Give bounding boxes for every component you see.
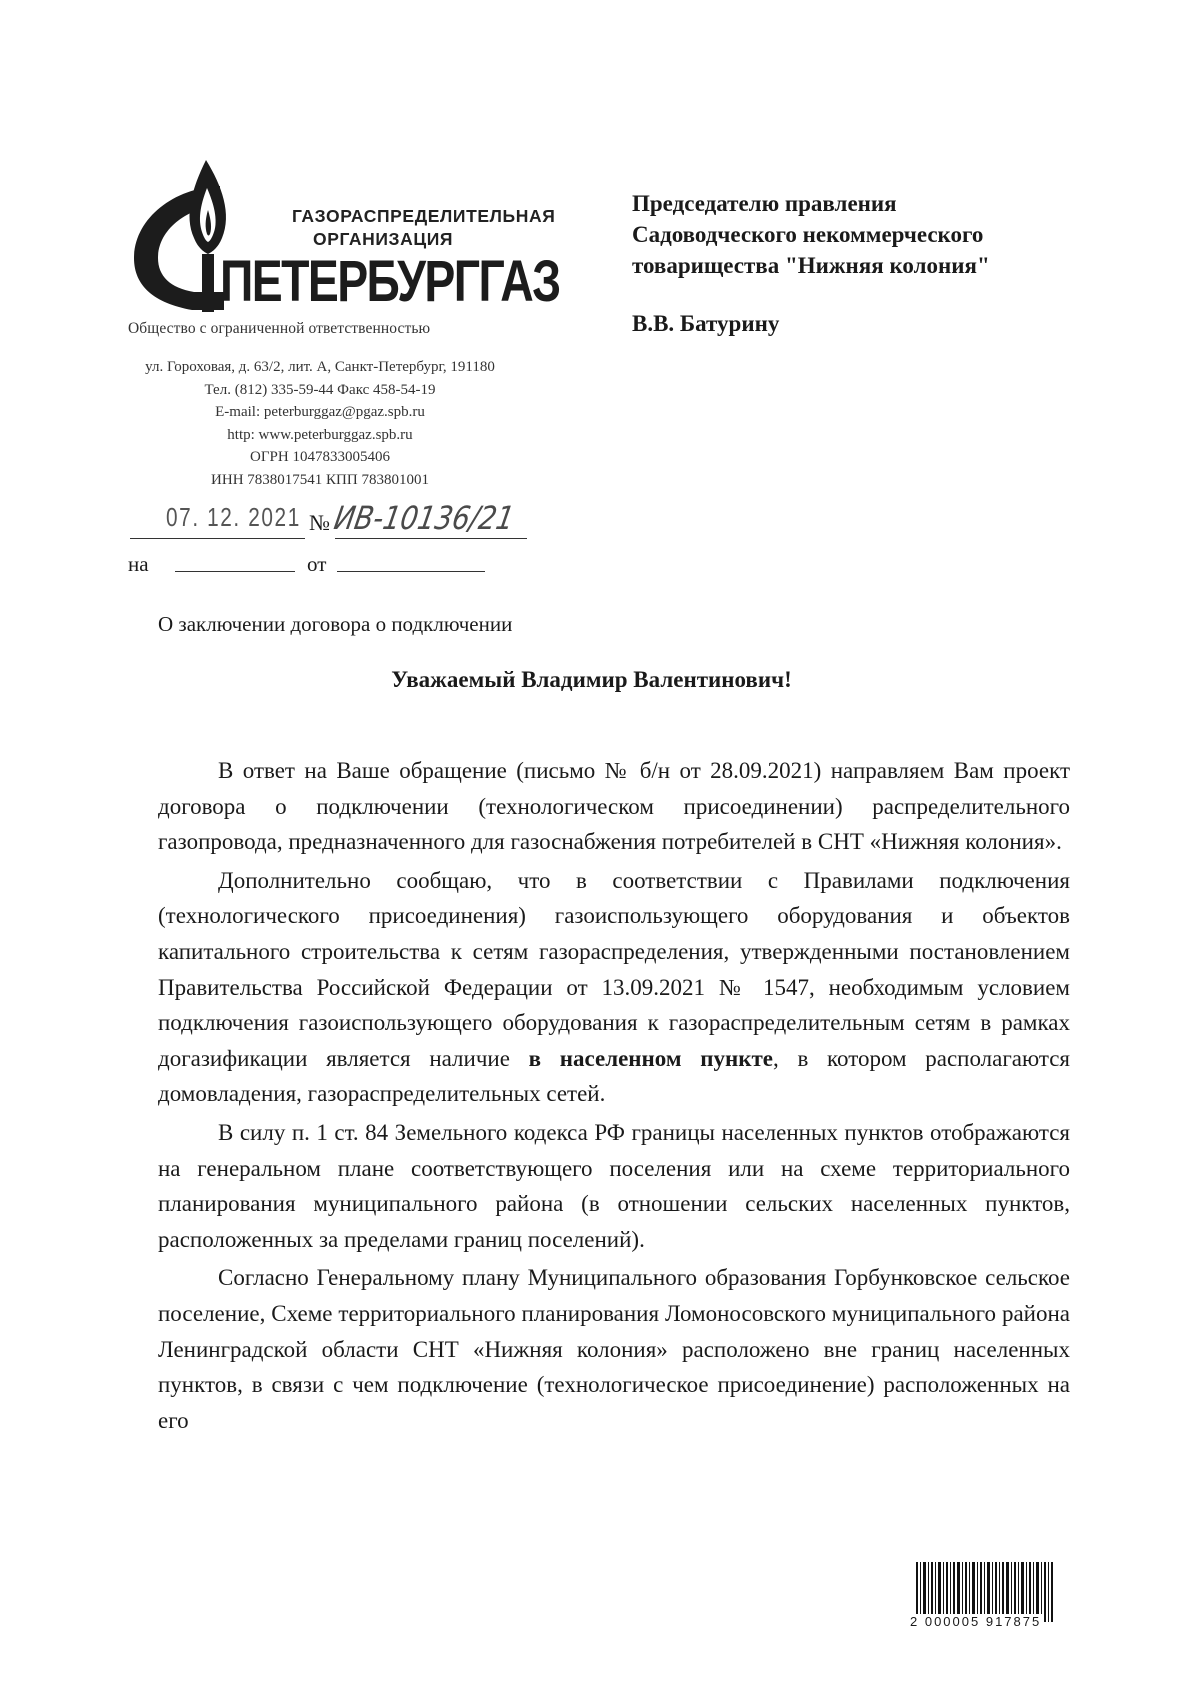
reply-from-underline bbox=[337, 571, 485, 572]
company-address: ул. Гороховая, д. 63/2, лит. А, Санкт-Петербург, 191180 bbox=[145, 359, 495, 375]
registration-number: ИВ-10136/21 bbox=[331, 499, 518, 537]
organization-type bbox=[292, 205, 555, 251]
body-paragraph-2-bold: в населенном пункте bbox=[528, 1045, 773, 1071]
registration-date: 07. 12. 2021 bbox=[166, 502, 301, 532]
date-underline bbox=[130, 538, 305, 539]
company-phone: Тел. (812) 335-59-44 Факс 458-54-19 bbox=[204, 381, 436, 398]
number-label: № bbox=[309, 510, 330, 535]
addressee-line2: Садоводческого некоммерческого bbox=[632, 222, 984, 247]
addressee-line1: Председателю правления bbox=[632, 191, 897, 216]
letter-body bbox=[158, 753, 1070, 1441]
addressee-block bbox=[632, 188, 990, 339]
reply-from-label: от bbox=[307, 552, 327, 576]
body-paragraph-2-start: Дополнительно сообщаю, что в соответствии с Правилами подключения (технологического присоединения) газоиспользующего оборудования и объектов капитального строительства к сетям газораспределения, утвержденными постановлением Правительства Российской Федерации от 13.09.2021 № 1547, необходимым условием подключения газоиспользующего оборудования к газораспределительным сетям в рамках догазификации является наличие bbox=[158, 867, 1070, 1071]
salutation: Уважаемый Владимир Валентинович! bbox=[391, 667, 792, 692]
body-paragraph-4: Согласно Генеральному плану Муниципального образования Горбунковское сельское поселение, Схеме территориального планирования Ломоносовского муниципального района Ленинградской области СНТ «Нижняя колония» расположено вне границ населенных пунктов, в связи с чем подключение (технологическое присоединение) расположенных на его bbox=[158, 1265, 1070, 1433]
addressee-line3: товарищества "Нижняя колония" bbox=[632, 253, 990, 278]
legal-form: Общество с ограниченной ответственностью bbox=[128, 320, 431, 337]
number-underline bbox=[335, 538, 527, 539]
company-ogrn: ОГРН 1047833005406 bbox=[250, 449, 390, 465]
body-paragraph-2 bbox=[158, 863, 1070, 1112]
company-contacts bbox=[110, 356, 530, 491]
company-website: http: www.peterburggaz.spb.ru bbox=[227, 426, 413, 443]
reply-to-underline bbox=[175, 571, 295, 572]
reply-to-label: на bbox=[128, 552, 149, 576]
body-paragraph-2-end: , в котором располагаются домовладения, газораспределительных сетей. bbox=[158, 1045, 1071, 1107]
org-type-line1: ГАЗОРАСПРЕДЕЛИТЕЛЬНАЯ bbox=[292, 206, 556, 226]
body-paragraph-1: В ответ на Ваше обращение (письмо № б/н от 28.09.2021) направляем Вам проект договора о подключении (технологическом присоединении) распределительного газопровода, предназначенного для газоснабжения потребителей в СНТ «Нижняя колония». bbox=[158, 758, 1070, 855]
letter-subject: О заключении договора о подключении bbox=[158, 612, 513, 636]
addressee-name: В.В. Батурину bbox=[632, 311, 780, 336]
barcode-number: 2 000005 917875 bbox=[910, 1614, 1042, 1629]
company-inn-kpp: ИНН 7838017541 КПП 783801001 bbox=[211, 471, 429, 488]
org-type-line2: ОРГАНИЗАЦИЯ bbox=[313, 229, 454, 249]
company-email: E-mail: peterburggaz@pgaz.spb.ru bbox=[215, 404, 425, 420]
body-paragraph-3: В силу п. 1 ст. 84 Земельного кодекса РФ границы населенных пунктов отображаются на генеральном плане соответствующего поселения или на схеме территориального планирования муниципального района (в отношении сельских населенных пунктов, расположенных за пределами границ поселений). bbox=[158, 1119, 1070, 1252]
brand-name: ПЕТЕРБУРГГАЗ bbox=[220, 249, 560, 314]
